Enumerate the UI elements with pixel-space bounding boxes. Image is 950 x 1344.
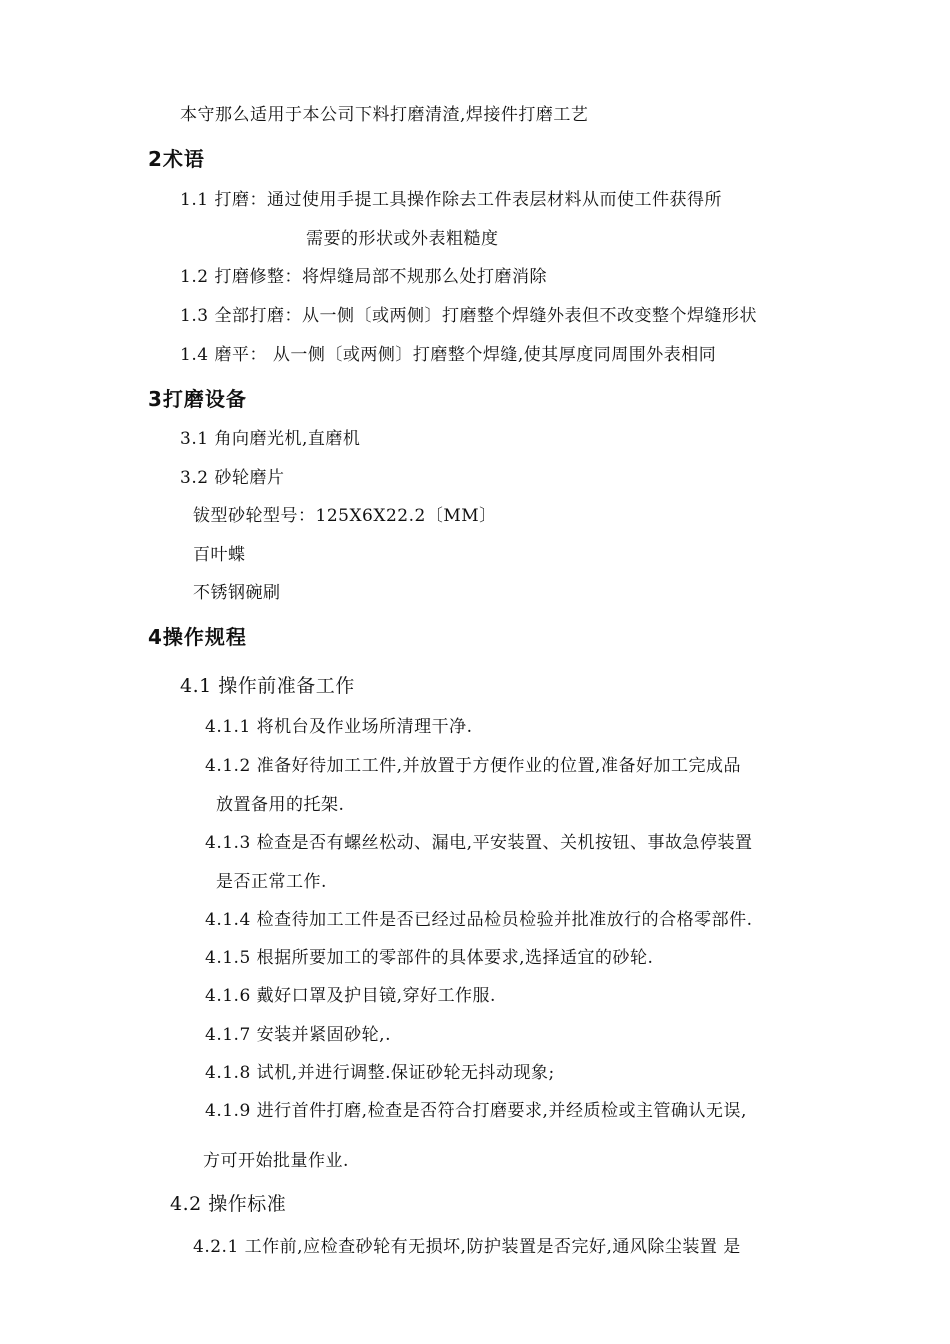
term-1-1-continued: 需要的形状或外表粗糙度 — [306, 229, 499, 249]
term-1-4: 1.4 磨平： 从一侧〔或两侧〕打磨整个焊缝,使其厚度同周围外表相同 — [180, 345, 717, 365]
intro-text: 本守那么适用于本公司下料打磨清渣,焊接件打磨工艺 — [180, 105, 589, 125]
equipment-3-2: 3.2 砂轮磨片 — [180, 468, 285, 488]
subsection-4-2-heading: 4.2 操作标准 — [170, 1193, 287, 1215]
step-4-1-9-continued: 方可开始批量作业. — [203, 1151, 349, 1171]
term-1-1: 1.1 打磨：通过使用手提工具操作除去工件表层材料从而使工件获得所 — [180, 190, 722, 210]
term-1-2: 1.2 打磨修整：将焊缝局部不规那么处打磨消除 — [180, 267, 547, 287]
step-4-1-9: 4.1.9 进行首件打磨,检查是否符合打磨要求,并经质检或主管确认无误, — [205, 1101, 747, 1121]
equipment-flap-disc: 百叶蝶 — [193, 545, 246, 565]
term-1-3: 1.3 全部打磨：从一侧〔或两侧〕打磨整个焊缝外表但不改变整个焊缝形状 — [180, 306, 757, 326]
step-4-1-5: 4.1.5 根据所要加工的零部件的具体要求,选择适宜的砂轮. — [205, 948, 654, 968]
step-4-1-3-continued: 是否正常工作. — [216, 872, 327, 892]
step-4-1-4: 4.1.4 检查待加工工件是否已经过品检员检验并批准放行的合格零部件. — [205, 910, 753, 930]
step-4-1-8: 4.1.8 试机,并进行调整.保证砂轮无抖动现象; — [205, 1063, 555, 1083]
section-4-heading: 4操作规程 — [148, 625, 247, 649]
equipment-brush: 不锈钢碗刷 — [193, 583, 281, 603]
subsection-4-1-heading: 4.1 操作前准备工作 — [180, 675, 355, 697]
section-3-heading: 3打磨设备 — [148, 387, 247, 411]
step-4-1-2: 4.1.2 准备好待加工工件,并放置于方便作业的位置,准备好加工完成品 — [205, 756, 741, 776]
step-4-2-1: 4.2.1 工作前,应检查砂轮有无损坏,防护装置是否完好,通风除尘装置 是 — [193, 1237, 741, 1257]
step-4-1-1: 4.1.1 将机台及作业场所清理干净. — [205, 717, 473, 737]
step-4-1-3: 4.1.3 检查是否有螺丝松动、漏电,平安装置、关机按钮、事故急停装置 — [205, 833, 753, 853]
section-2-heading: 2术语 — [148, 147, 205, 171]
step-4-1-6: 4.1.6 戴好口罩及护目镜,穿好工作服. — [205, 986, 496, 1006]
equipment-wheel-model: 钹型砂轮型号：125X6X22.2〔MM〕 — [193, 506, 497, 526]
step-4-1-7: 4.1.7 安装并紧固砂轮,. — [205, 1025, 391, 1045]
step-4-1-2-continued: 放置备用的托架. — [216, 795, 345, 815]
equipment-3-1: 3.1 角向磨光机,直磨机 — [180, 429, 361, 449]
